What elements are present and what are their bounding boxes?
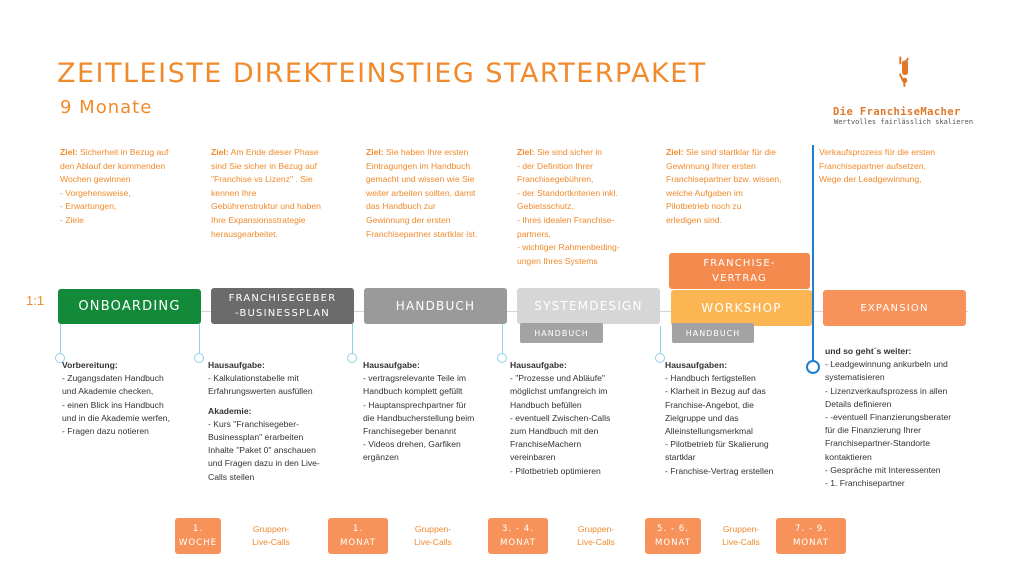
goal-onboarding: Ziel: Sicherheit in Bezug auf den Ablauf der kommenden Wochen gewinnen - Vorgehensweise, - Erwartungen, - Ziele: [60, 147, 169, 225]
time-box-month-3-4: 3. - 4. MONAT: [488, 518, 548, 554]
connector-line: [502, 324, 503, 355]
goal-label: Ziel:: [211, 147, 229, 157]
time-box-week-1: 1. WOCHE: [175, 518, 221, 554]
phase-franchisegeber-businessplan[interactable]: FRANCHISEGEBER -BUSINESSPLAN: [211, 288, 354, 324]
group-live-calls: Gruppen- Live-Calls: [252, 524, 290, 547]
group-live-calls: Gruppen- Live-Calls: [577, 524, 615, 547]
connector-line: [352, 324, 353, 355]
connector-line: [660, 326, 661, 355]
task-businessplan: Hausaufgabe: - Kalkulationstabelle mit Erfahrungswerten ausfüllen Akademie: - Kurs "Franchisegeber- Businessplan" erarbeiten Inhalte "Paket 0" anschauen und Fragen dazu in den Live- Calls stellen: [208, 360, 320, 482]
page-title: ZEITLEISTE DIREKTEINSTIEG STARTERPAKET: [57, 58, 707, 89]
goal-handbuch: Ziel: Sie haben Ihre ersten Eintragungen im Handbuch gemacht und wissen wie Sie weiter arbeiten sollten, damit das Handbuch zur Gewinnung der ersten Franchisepartner startklar ist.: [366, 147, 478, 239]
timeline-label: 1:1: [26, 293, 45, 308]
goal-expansion: Verkaufsprozess für die ersten Franchisepartner aufsetzen, Wege der Leadgewinnung,: [819, 147, 936, 185]
goal-businessplan: Ziel: Am Ende dieser Phase sind Sie sicher in Bezug auf "Franchise vs Lizenz" . Sie kennen Ihre Gebührenstruktur und haben Ihre Expansionsstrategie herausgearbeitet.: [211, 147, 321, 239]
task-systemdesign: Hausaufgabe: - "Prozesse und Abläufe" möglichst umfangreich im Handbuch befüllen - eventuell Zwischen-Calls zum Handbuch mit den FranchiseMachern vereinbaren - Pilotbetrieb optimieren: [510, 360, 611, 476]
page-subtitle: 9 Monate: [60, 97, 153, 118]
connector-line: [60, 324, 61, 355]
phase-onboarding[interactable]: ONBOARDING: [58, 289, 201, 324]
connector-dot: [655, 353, 665, 363]
group-live-calls: Gruppen- Live-Calls: [414, 524, 452, 547]
phase-expansion[interactable]: EXPANSION: [823, 290, 966, 326]
goal-systemdesign: Ziel: Sie sind sicher in - der Definition Ihrer Franchisegebühren, - der Standortkriterien inkl. Gebietsschutz, - Ihres idealen Franchise- partners, - wichtiger Rahmenbeding- ungen Ihres Systems: [517, 147, 620, 266]
task-handbuch: Hausaufgabe: - vertragsrelevante Teile im Handbuch komplett gefüllt - Hauptansprechpartner für die Handbucherstellung beim Franchisegeber benannt - Videos drehen, Garfiken ergänzen: [363, 360, 475, 463]
phase-workshop[interactable]: WORKSHOP: [671, 290, 812, 326]
phase-handbuch[interactable]: HANDBUCH: [364, 288, 507, 324]
time-box-month-7-9: 7. - 9. MONAT: [776, 518, 846, 554]
workshop-handbuch-tag: HANDBUCH: [672, 323, 754, 343]
time-box-month-1: 1. MONAT: [328, 518, 388, 554]
task-workshop: Hausaufgaben: - Handbuch fertigstellen - Klarheit in Bezug auf das Franchise-Angebot, die Zielgruppe und das Alleinstellungsmerkmal - Pilotbetrieb für Skalierung startklar - Franchise-Vertrag erstellen: [665, 360, 774, 476]
logo-tagline: Wertvolles fairlässlich skalieren: [834, 118, 974, 126]
logo-name: Die FranchiseMacher: [833, 106, 961, 118]
goal-label: Ziel:: [366, 147, 384, 157]
task-onboarding: Vorbereitung: - Zugangsdaten Handbuch und Akademie checken, - einen Blick ins Handbuch und in die Akademie werfen, - Fragen dazu notieren: [62, 360, 170, 437]
time-box-month-5-6: 5. - 6. MONAT: [645, 518, 701, 554]
goal-label: Ziel:: [517, 147, 535, 157]
group-live-calls: Gruppen- Live-Calls: [722, 524, 760, 547]
phase-systemdesign[interactable]: SYSTEMDESIGN: [517, 288, 660, 324]
goal-workshop: Ziel: Sie sind startklar für die Gewinnung Ihrer ersten Franchisepartner bzw. wissen, welche Aufgaben im Pilotbetrieb noch zu erledigen sind.: [666, 147, 782, 225]
phase-franchise-vertrag[interactable]: FRANCHISE- VERTRAG: [669, 253, 810, 289]
task-expansion: und so geht´s weiter: - Leadgewinnung ankurbeln und systematisieren - Lizenzverkaufsprozess in allen Details definieren - -eventuell Finanzierungsberater für die Finanzierung Ihrer Franchisepartner-Standorte kontaktieren - Gespräche mit Interessenten - 1. Franchisepartner: [825, 346, 952, 489]
connector-line: [199, 324, 200, 355]
current-marker-line: [812, 145, 814, 367]
acrobat-figure-icon: [833, 55, 983, 105]
goal-label: Ziel:: [666, 147, 684, 157]
goal-label: Ziel:: [60, 147, 78, 157]
systemdesign-handbuch-tag: HANDBUCH: [520, 323, 603, 343]
